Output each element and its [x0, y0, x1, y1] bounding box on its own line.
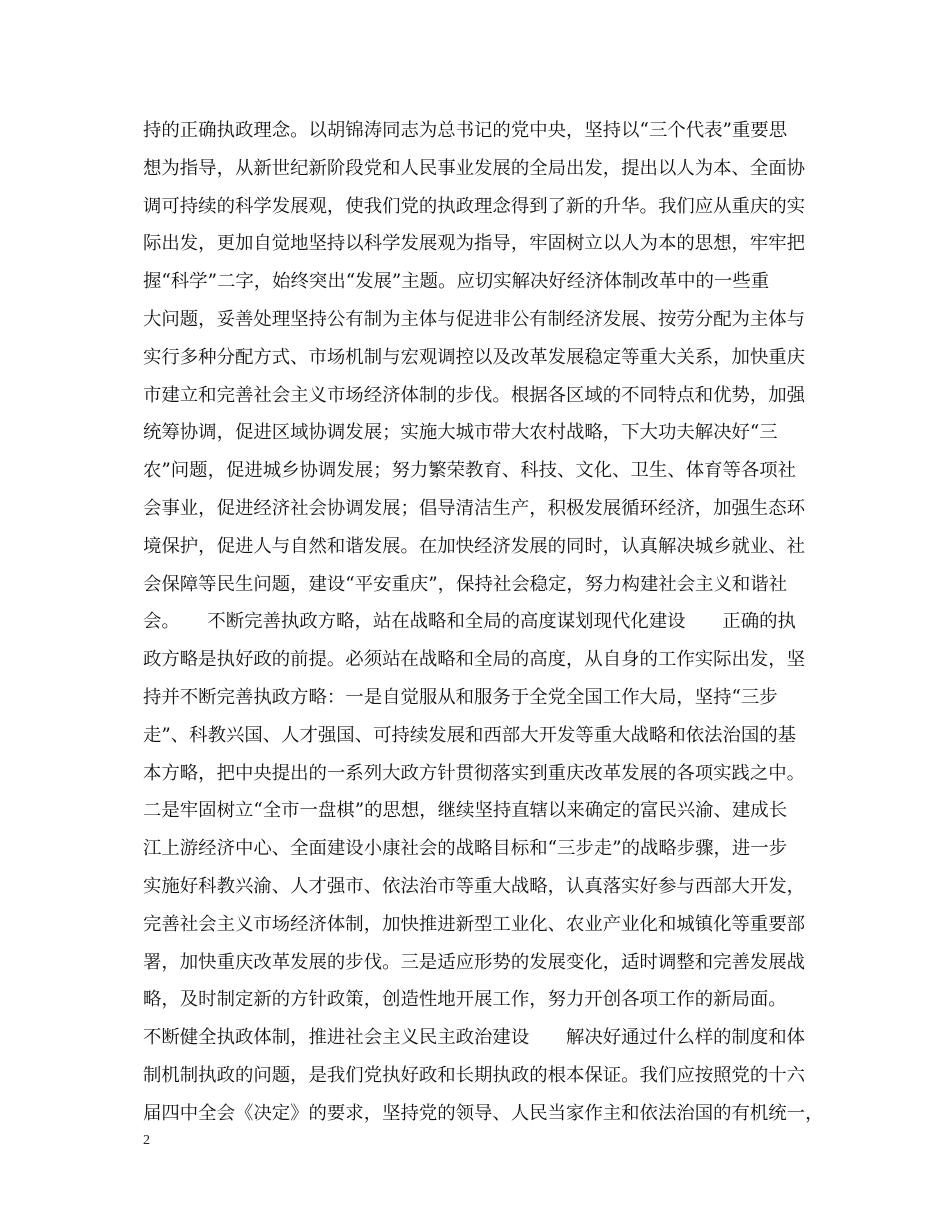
text-line: 持的正确执政理念。以胡锦涛同志为总书记的党中央，坚持以“三个代表”重要思	[143, 120, 788, 141]
text-line: 江上游经济中心、全面建设小康社会的战略目标和“三步走”的战略步骤，进一步	[143, 838, 788, 860]
page-number: 2	[143, 1133, 150, 1148]
text-line: 市建立和完善社会主义市场经济体制的步伐。根据各区域的不同特点和优势，加强	[143, 384, 806, 406]
text-line: 略，及时制定新的方针政策，创造性地开展工作，努力开创各项工作的新局面。	[143, 989, 787, 1011]
text-line: 署，加快重庆改革发展的步伐。三是适应形势的发展变化，适时调整和完善发展战	[143, 951, 806, 973]
text-line: 会。 不断完善执政方略，站在战略和全局的高度谋划现代化建设 正确的执	[143, 611, 796, 633]
text-line: 大问题，妥善处理坚持公有制为主体与促进非公有制经济发展、按劳分配为主体与	[143, 308, 806, 330]
text-line: 会事业，促进经济社会协调发展；倡导清洁生产，积极发展循环经济，加强生态环	[143, 497, 806, 519]
text-line: 统筹协调，促进区域协调发展；实施大城市带大农村战略，下大功夫解决好“三	[143, 422, 778, 444]
text-line: 完善社会主义市场经济体制，加快推进新型工业化、农业产业化和城镇化等重要部	[143, 913, 806, 935]
text-line: 会保障等民生问题，建设“平安重庆”，保持社会稳定，努力构建社会主义和谐社	[143, 573, 788, 595]
text-line: 实行多种分配方式、市场机制与宏观调控以及改革发展稳定等重大关系，加快重庆	[143, 346, 806, 368]
text-line: 本方略，把中央提出的一系列大政方针贯彻落实到重庆改革发展的各项实践之中。	[143, 762, 806, 784]
text-line: 想为指导，从新世纪新阶段党和人民事业发展的全局出发，提出以人为本、全面协	[143, 157, 806, 179]
text-line: 实施好科教兴渝、人才强市、依法治市等重大战略，认真落实好参与西部大开发，	[143, 875, 806, 897]
text-line: 握“科学”二字，始终突出“发展”主题。应切实解决好经济体制改革中的一些重	[143, 271, 770, 293]
text-line: 二是牢固树立“全市一盘棋”的思想，继续坚持直辖以来确定的富民兴渝、建成长	[143, 800, 788, 822]
text-line: 调可持续的科学发展观，使我们党的执政理念得到了新的升华。我们应从重庆的实	[143, 195, 806, 217]
text-line: 农”问题，促进城乡协调发展；努力繁荣教育、科技、文化、卫生、体育等各项社	[143, 460, 797, 482]
text-line: 境保护，促进人与自然和谐发展。在加快经济发展的同时，认真解决城乡就业、社	[143, 535, 806, 557]
text-line: 政方略是执好政的前提。必须站在战略和全局的高度，从自身的工作实际出发，坚	[143, 649, 806, 671]
body-text	[143, 112, 833, 1133]
text-line: 走”、科教兴国、人才强国、可持续发展和西部大开发等重大战略和依法治国的基	[143, 724, 797, 746]
text-line: 持并不断完善执政方略：一是自觉服从和服务于全党全国工作大局，坚持“三步	[143, 686, 778, 708]
text-line: 制机制执政的问题，是我们党执好政和长期执政的根本保证。我们应按照党的十六	[143, 1064, 806, 1086]
text-line: 届四中全会《决定》的要求，坚持党的领导、人民当家作主和依法治国的有机统一，	[143, 1102, 824, 1124]
text-line: 不断健全执政体制，推进社会主义民主政治建设 解决好通过什么样的制度和体	[143, 1027, 806, 1049]
text-line: 际出发，更加自觉地坚持以科学发展观为指导，牢固树立以人为本的思想，牢牢把	[143, 233, 806, 255]
